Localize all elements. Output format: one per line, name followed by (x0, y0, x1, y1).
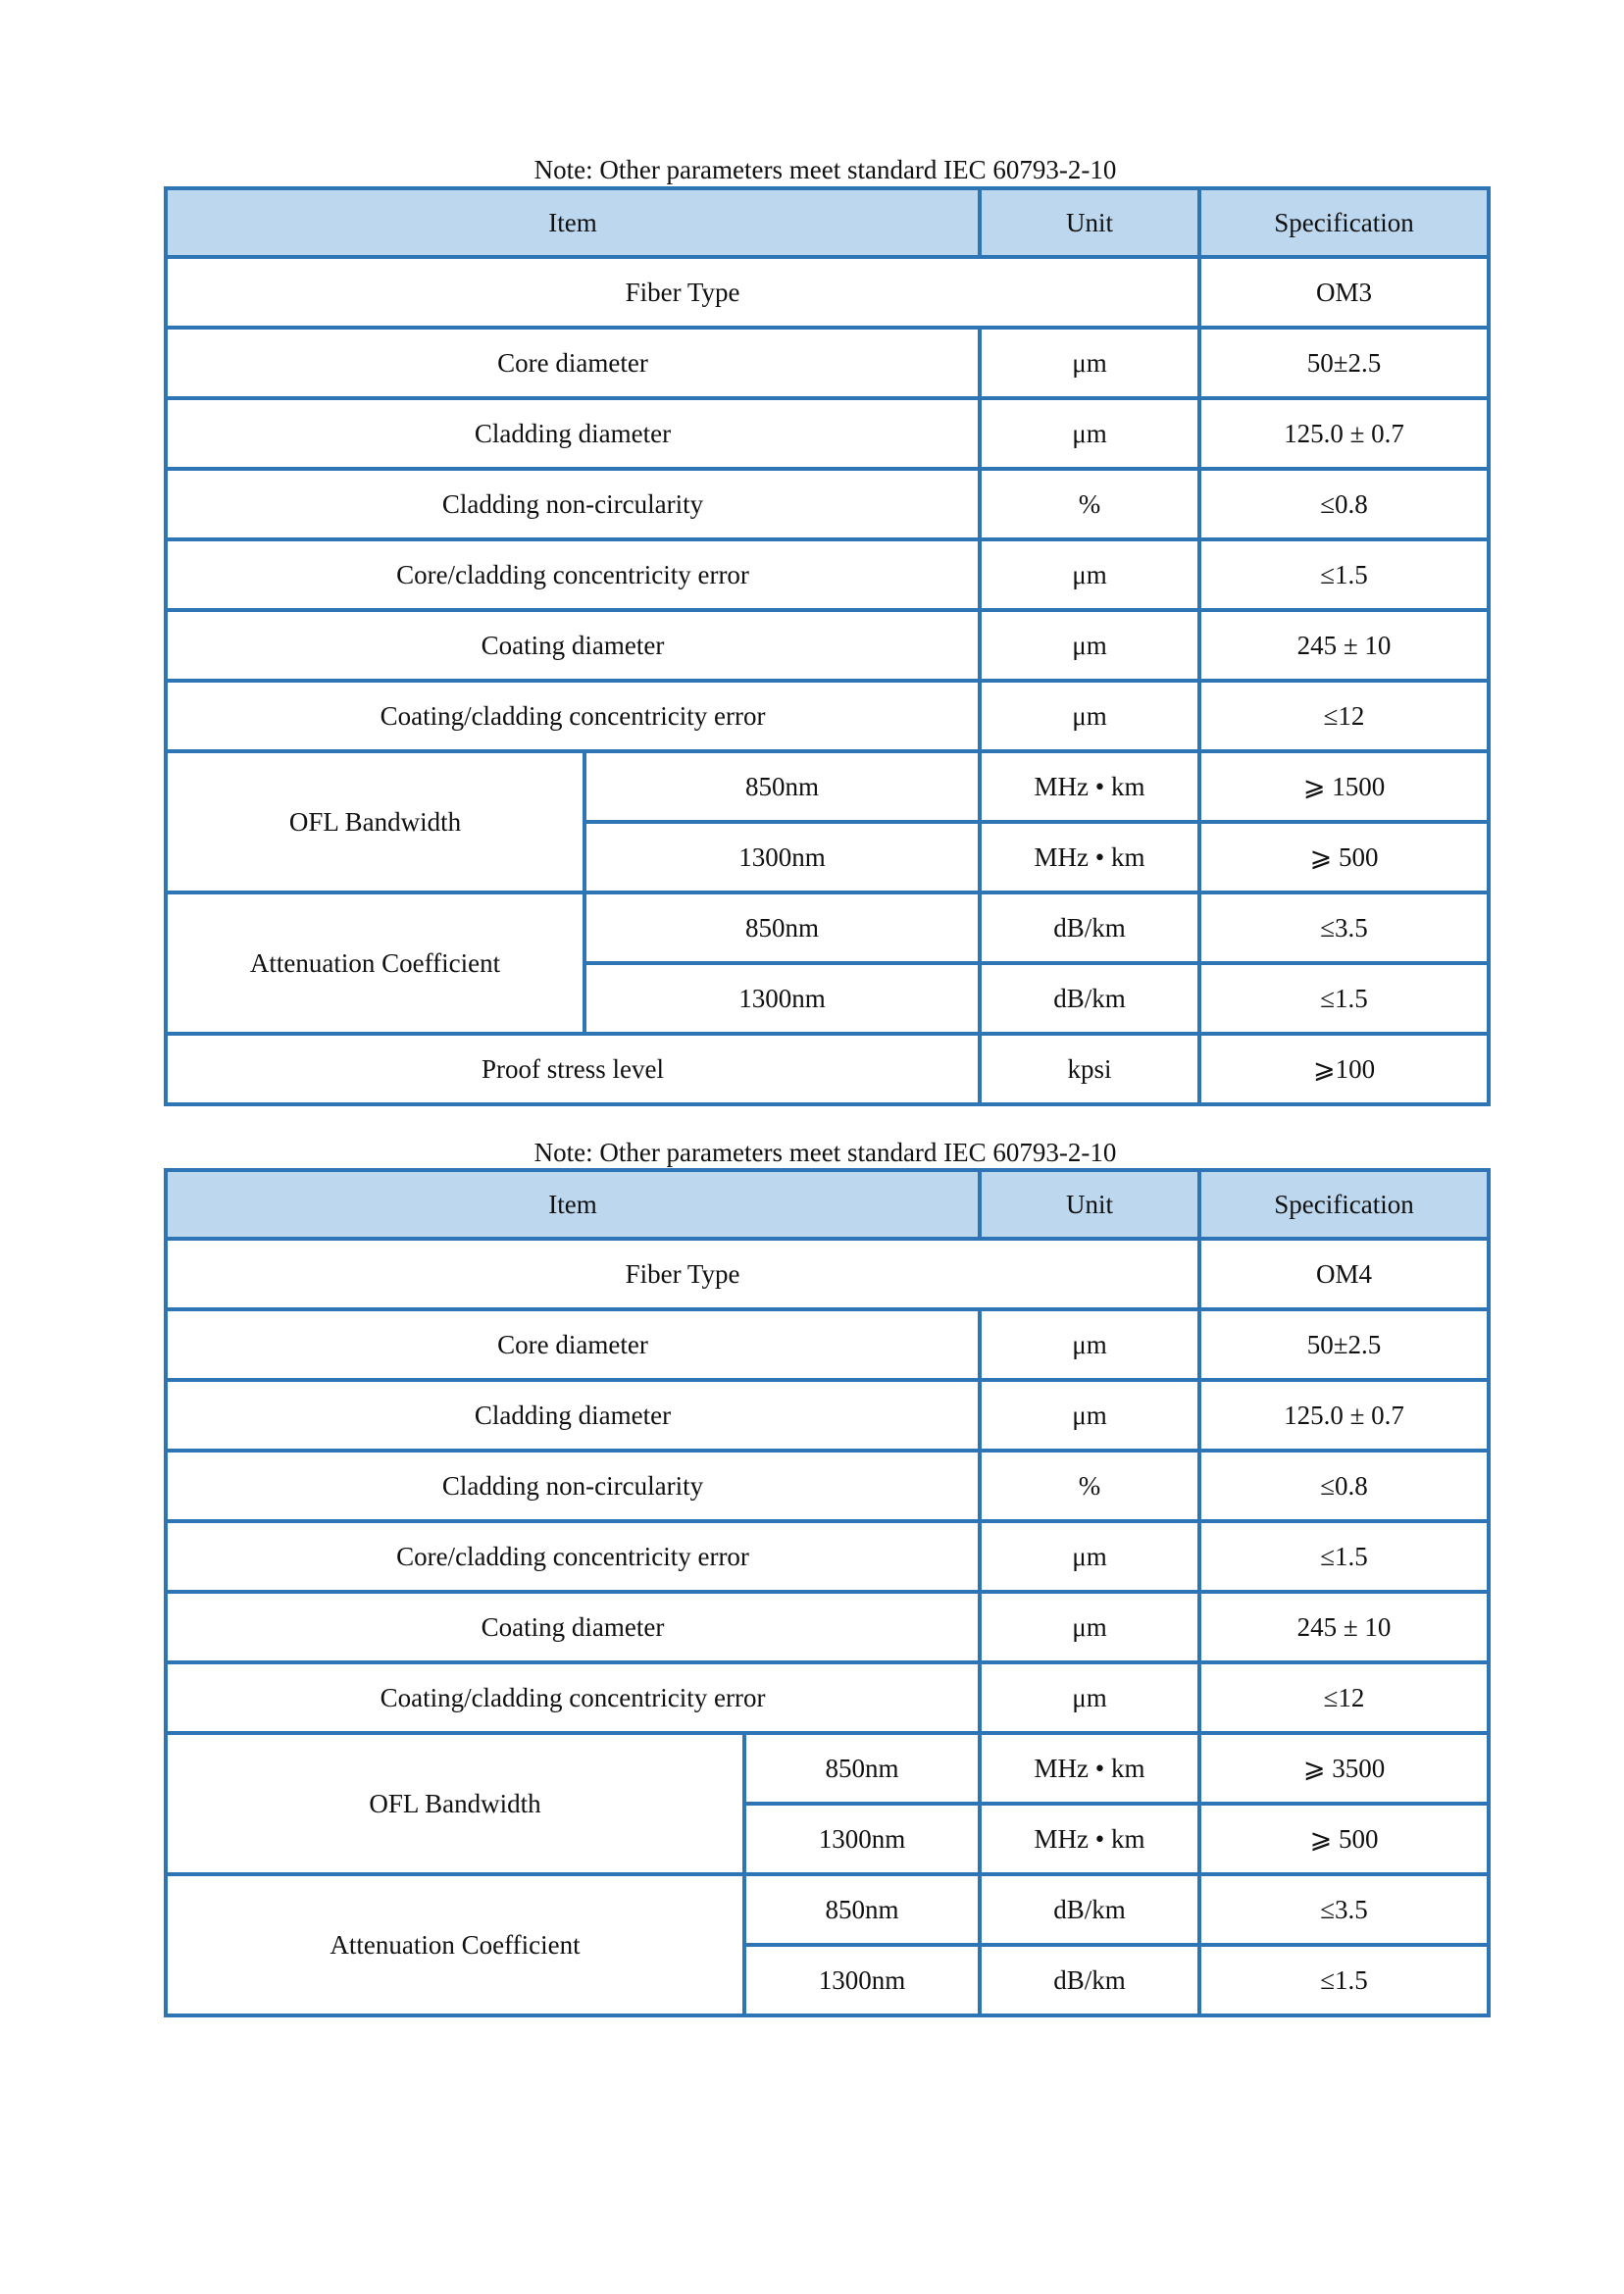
row-spec: 245 ± 10 (1199, 1592, 1489, 1662)
attenuation-row (166, 892, 1489, 963)
table-row (166, 1662, 1489, 1733)
row-wavelength: 850nm (744, 1874, 980, 1945)
fiber-type-value: OM4 (1199, 1239, 1489, 1309)
header-row (166, 188, 1489, 257)
row-unit: μm (980, 1592, 1199, 1662)
row-unit: dB/km (980, 963, 1199, 1034)
row-item: Proof stress level (166, 1034, 980, 1104)
table-row (166, 1451, 1489, 1521)
row-spec: ≤1.5 (1199, 963, 1489, 1034)
row-spec: ≤12 (1199, 1662, 1489, 1733)
row-spec: ≤3.5 (1199, 1874, 1489, 1945)
row-spec: ≤1.5 (1199, 539, 1489, 610)
row-spec: ≤1.5 (1199, 1945, 1489, 2015)
table-note: Note: Other parameters meet standard IEC 60793-2-10 (533, 155, 1117, 184)
table-row (166, 469, 1489, 539)
row-spec: 50±2.5 (1199, 1309, 1489, 1380)
row-unit: μm (980, 1662, 1199, 1733)
row-spec: 50±2.5 (1199, 328, 1489, 398)
row-spec: ≤0.8 (1199, 1451, 1489, 1521)
row-unit: μm (980, 681, 1199, 751)
row-item: Cladding non-circularity (166, 469, 980, 539)
bandwidth-label: OFL Bandwidth (166, 751, 584, 892)
header-item: Item (166, 188, 980, 257)
row-spec: ⩾ 3500 (1199, 1733, 1489, 1804)
header-spec: Specification (1199, 1170, 1489, 1239)
fiber-type-row (166, 1239, 1489, 1309)
table-row (166, 328, 1489, 398)
row-wavelength: 1300nm (584, 822, 980, 892)
row-unit: μm (980, 328, 1199, 398)
row-spec: ≤1.5 (1199, 1521, 1489, 1592)
table-note: Note: Other parameters meet standard IEC 60793-2-10 (533, 1138, 1117, 1167)
row-spec: ≤0.8 (1199, 469, 1489, 539)
row-unit: MHz • km (980, 1804, 1199, 1874)
row-unit: dB/km (980, 1945, 1199, 2015)
row-wavelength: 850nm (584, 892, 980, 963)
attenuation-label: Attenuation Coefficient (166, 892, 584, 1034)
table-row (166, 1592, 1489, 1662)
table-row (166, 1309, 1489, 1380)
header-row (166, 1170, 1489, 1239)
row-spec: 245 ± 10 (1199, 610, 1489, 681)
row-item: Coating diameter (166, 610, 980, 681)
row-item: Core/cladding concentricity error (166, 539, 980, 610)
table-row (166, 1521, 1489, 1592)
row-spec: ⩾ 1500 (1199, 751, 1489, 822)
fiber-type-row (166, 257, 1489, 328)
row-spec: ⩾ 500 (1199, 822, 1489, 892)
table-row (166, 1380, 1489, 1451)
row-item: Cladding non-circularity (166, 1451, 980, 1521)
bandwidth-label: OFL Bandwidth (166, 1733, 744, 1874)
row-wavelength: 1300nm (584, 963, 980, 1034)
om3-spec-table (164, 186, 1491, 1106)
bandwidth-row (166, 1733, 1489, 1804)
row-item: Cladding diameter (166, 1380, 980, 1451)
row-unit: dB/km (980, 892, 1199, 963)
row-spec: ≤12 (1199, 681, 1489, 751)
row-unit: μm (980, 539, 1199, 610)
row-spec: ⩾ 500 (1199, 1804, 1489, 1874)
row-unit: kpsi (980, 1034, 1199, 1104)
header-item: Item (166, 1170, 980, 1239)
row-wavelength: 850nm (744, 1733, 980, 1804)
row-wavelength: 850nm (584, 751, 980, 822)
row-item: Core diameter (166, 328, 980, 398)
row-item: Coating/cladding concentricity error (166, 1662, 980, 1733)
header-unit: Unit (980, 1170, 1199, 1239)
row-wavelength: 1300nm (744, 1804, 980, 1874)
row-spec: ⩾100 (1199, 1034, 1489, 1104)
row-spec: 125.0 ± 0.7 (1199, 398, 1489, 469)
row-unit: % (980, 469, 1199, 539)
row-unit: dB/km (980, 1874, 1199, 1945)
table-row (166, 610, 1489, 681)
row-unit: MHz • km (980, 751, 1199, 822)
row-unit: μm (980, 610, 1199, 681)
row-unit: MHz • km (980, 1733, 1199, 1804)
row-item: Coating diameter (166, 1592, 980, 1662)
row-unit: μm (980, 1380, 1199, 1451)
row-spec: ≤3.5 (1199, 892, 1489, 963)
attenuation-label: Attenuation Coefficient (166, 1874, 744, 2015)
row-item: Core/cladding concentricity error (166, 1521, 980, 1592)
row-wavelength: 1300nm (744, 1945, 980, 2015)
row-unit: MHz • km (980, 822, 1199, 892)
row-spec: 125.0 ± 0.7 (1199, 1380, 1489, 1451)
table-row (166, 398, 1489, 469)
fiber-type-value: OM3 (1199, 257, 1489, 328)
row-unit: μm (980, 1309, 1199, 1380)
row-unit: μm (980, 398, 1199, 469)
table-row (166, 681, 1489, 751)
proof-stress-row (166, 1034, 1489, 1104)
fiber-type-label: Fiber Type (166, 1239, 1199, 1309)
table-row (166, 539, 1489, 610)
header-unit: Unit (980, 188, 1199, 257)
row-unit: μm (980, 1521, 1199, 1592)
bandwidth-row (166, 751, 1489, 822)
row-unit: % (980, 1451, 1199, 1521)
row-item: Core diameter (166, 1309, 980, 1380)
attenuation-row (166, 1874, 1489, 1945)
row-item: Cladding diameter (166, 398, 980, 469)
fiber-type-label: Fiber Type (166, 257, 1199, 328)
om4-spec-table (164, 1168, 1491, 2017)
row-item: Coating/cladding concentricity error (166, 681, 980, 751)
header-spec: Specification (1199, 188, 1489, 257)
